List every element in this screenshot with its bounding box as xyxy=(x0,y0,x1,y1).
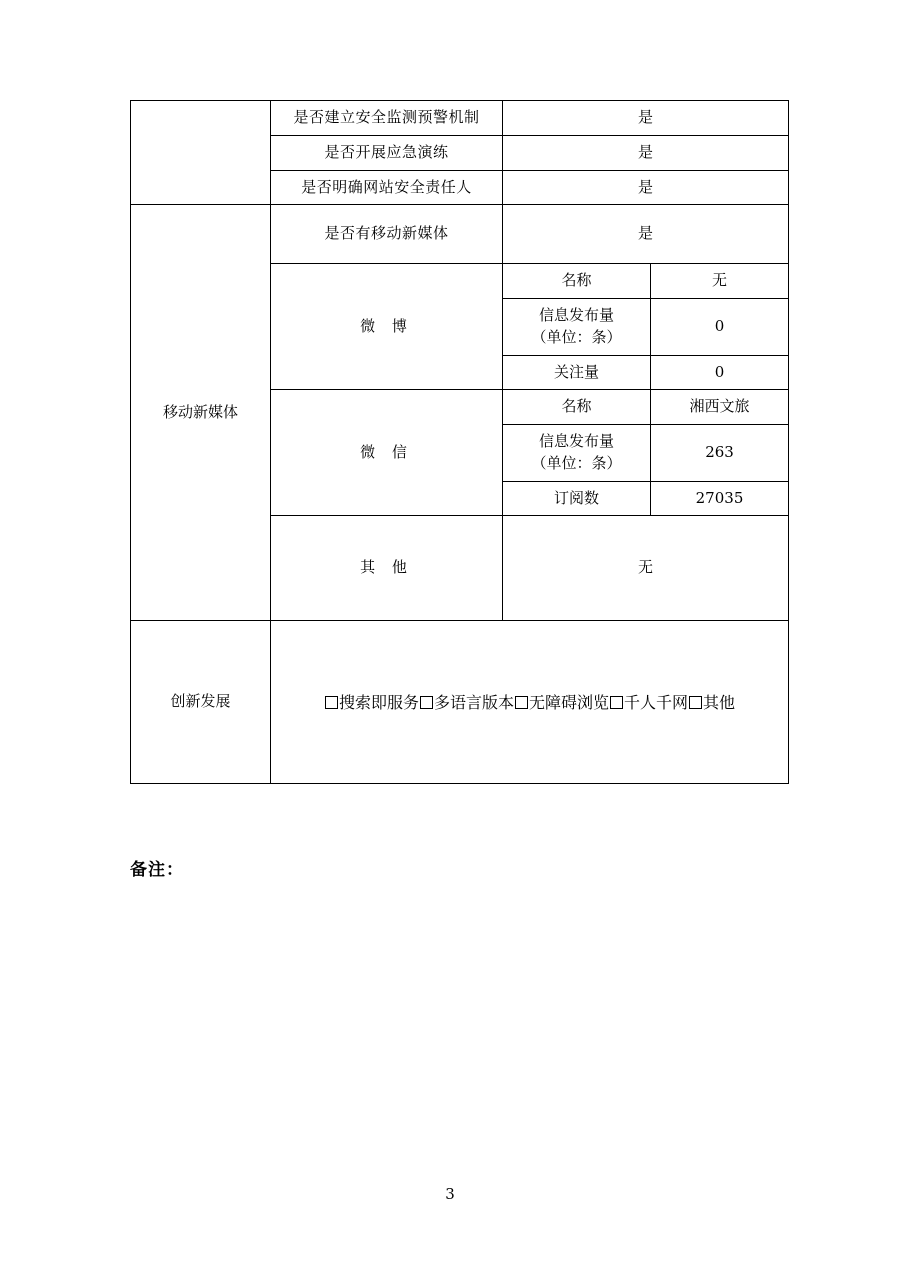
checkbox-label-accessibility: 无障碍浏览 xyxy=(529,692,610,712)
checkbox-label-search-as-service: 搜索即服务 xyxy=(338,692,419,712)
row-label-security-officer: 是否明确网站安全责任人 xyxy=(271,170,503,205)
row-label-weixin-posts-line2: （单位：条） xyxy=(531,453,622,472)
row-value-emergency-drill: 是 xyxy=(503,135,789,170)
checkbox-label-personalized-web: 千人千网 xyxy=(624,692,689,712)
innovation-options-cell xyxy=(271,621,789,784)
checkbox-icon[interactable] xyxy=(610,696,623,709)
row-label-weixin-subscribers: 订阅数 xyxy=(503,481,651,516)
table-row xyxy=(131,621,789,784)
row-value-weibo-followers: 0 xyxy=(651,355,789,390)
row-label-weibo-posts xyxy=(503,299,651,356)
section-label-mobile-media: 移动新媒体 xyxy=(131,205,271,621)
report-table xyxy=(130,100,789,784)
row-value-has-mobile-media: 是 xyxy=(503,205,789,264)
row-label-weixin-name: 名称 xyxy=(503,390,651,425)
row-value-security-warning: 是 xyxy=(503,101,789,136)
checkbox-icon[interactable] xyxy=(689,696,702,709)
row-value-weibo-name: 无 xyxy=(651,264,789,299)
checkbox-option-other[interactable] xyxy=(688,693,735,712)
subsection-label-other-media: 其 他 xyxy=(271,516,503,621)
row-label-weixin-posts xyxy=(503,425,651,482)
row-value-other-media: 无 xyxy=(503,516,789,621)
row-label-weibo-posts-line1: 信息发布量 xyxy=(538,306,614,324)
row-label-weixin-posts-line1: 信息发布量 xyxy=(538,432,614,450)
page-number: 3 xyxy=(445,1185,455,1203)
subsection-label-weibo: 微 博 xyxy=(271,264,503,390)
row-value-weixin-subscribers: 27035 xyxy=(651,481,789,516)
row-label-has-mobile-media: 是否有移动新媒体 xyxy=(271,205,503,264)
checkbox-label-other: 其他 xyxy=(703,692,736,712)
security-section-label xyxy=(131,101,271,205)
row-value-weixin-name: 湘西文旅 xyxy=(651,390,789,425)
checkbox-option-accessibility[interactable] xyxy=(514,693,609,712)
row-value-security-officer: 是 xyxy=(503,170,789,205)
checkbox-option-search-as-service[interactable] xyxy=(324,693,419,712)
section-label-innovation: 创新发展 xyxy=(131,621,271,784)
row-value-weibo-posts: 0 xyxy=(651,299,789,356)
checkbox-icon[interactable] xyxy=(325,696,338,709)
checkbox-option-multilingual[interactable] xyxy=(419,693,514,712)
checkbox-icon[interactable] xyxy=(515,696,528,709)
checkbox-label-multilingual: 多语言版本 xyxy=(433,692,514,712)
row-label-weibo-name: 名称 xyxy=(503,264,651,299)
table-row xyxy=(131,205,789,264)
row-label-security-warning: 是否建立安全监测预警机制 xyxy=(271,101,503,136)
table-row xyxy=(131,101,789,136)
row-label-weibo-posts-line2: （单位：条） xyxy=(531,327,622,346)
innovation-options xyxy=(275,691,784,714)
checkbox-option-personalized-web[interactable] xyxy=(609,693,688,712)
row-value-weixin-posts: 263 xyxy=(651,425,789,482)
row-label-emergency-drill: 是否开展应急演练 xyxy=(271,135,503,170)
subsection-label-weixin: 微 信 xyxy=(271,390,503,516)
row-label-weibo-followers: 关注量 xyxy=(503,355,651,390)
remark-label: 备注： xyxy=(130,860,184,880)
checkbox-icon[interactable] xyxy=(420,696,433,709)
